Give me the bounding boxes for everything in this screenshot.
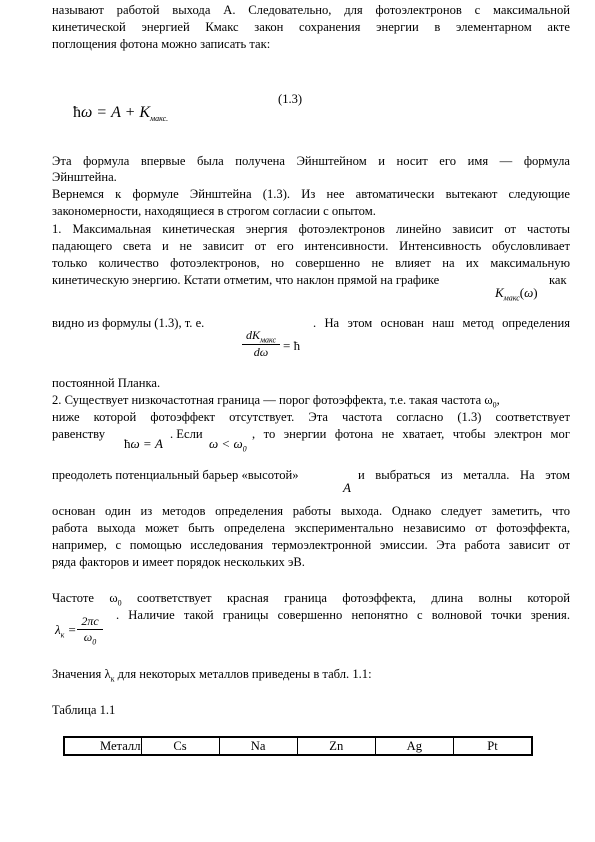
table-cell: Zn [297, 737, 375, 755]
table-cell: Pt [453, 737, 532, 755]
text-line: как [549, 273, 567, 287]
table-row [64, 737, 532, 755]
text-line: 1. Максимальная кинетическая энергия фотоэлектронов линейно зависит от частоты [52, 222, 570, 236]
text-line: Эта формула впервые была получена Эйнштейном и носит его имя — формула [52, 154, 570, 168]
text-line: , то энергии фотона не хватает, чтобы электрон мог [252, 427, 570, 441]
text-line: например, с помощью исследования термоэлектронной эмиссии. Эта работа зависит от [52, 538, 570, 552]
text-line: . На этом основан наш метод определения [313, 316, 570, 330]
einstein-formula: ħω = $A + K_{макс.}$ [73, 104, 169, 124]
text-line: кинетическую энергию. Кстати отметим, что наклон прямой на графике [52, 273, 440, 287]
table-cell: Na [219, 737, 297, 755]
text-line: падающего света и не зависит от его интенсивности. Интенсивность обусловливает [52, 239, 570, 253]
work-function-symbol: A [343, 480, 351, 495]
text-line: только количество фотоэлектронов, но совершенно не влияет на их максимальную [52, 256, 570, 270]
kmax-of-omega-formula: $K_{макс}(\omega)$ [495, 285, 538, 303]
text-line: закономерности, находящиеся в строгом согласии с опытом. [52, 204, 376, 218]
text-line: и выбраться из металла. На этом [358, 468, 570, 482]
text-line: 2. Существует низкочастотная граница — порог фотоэффекта, т.е. такая частота $\omega_0$, [52, 393, 500, 410]
table-cell: Cs [141, 737, 219, 755]
text-line: поглощения фотона можно записать так: [52, 37, 271, 51]
text-line: видно из формулы (1.3), т. е. [52, 316, 205, 330]
table-cell: Ag [375, 737, 453, 755]
text-line: преодолеть потенциальный барьер «высотой» [52, 468, 299, 482]
text-line: Эйнштейна. [52, 170, 117, 184]
text-line: работа выхода может быть определена экспериментально независимо от фотоэффекта, [52, 521, 570, 535]
table-caption: Таблица 1.1 [52, 703, 116, 717]
text-line: . Наличие такой границы совершенно непонятно с волновой точки зрения. [116, 608, 570, 622]
text-line: Частоте $\omega_0$ соответствует красная граница фотоэффекта, длина волны которой [52, 591, 570, 608]
text-line: Вернемся к формуле Эйнштейна (1.3). Из нее автоматически вытекают следующие [52, 187, 570, 201]
text-line: равенству [52, 427, 105, 441]
lambda-k-formula: $\frac{2\pi c}{\omega_0}$ [77, 614, 103, 646]
lambda-k-label: $\lambda_к$ = [55, 622, 77, 640]
text-line: . Если [170, 427, 203, 441]
table-cell: Металл [64, 737, 141, 755]
text-line: Значения $\lambda_к$ для некоторых металлов приведены в табл. 1.1: [52, 667, 372, 684]
text-line: называют работой выхода А. Следовательно, для фотоэлектронов с максимальной [52, 3, 570, 17]
text-line: основан один из методов определения работы выхода. Однако следует заметить, что [52, 504, 570, 518]
metals-table [63, 736, 533, 756]
omega-less-formula: $\omega < \omega_0$ [209, 436, 247, 454]
text-line: ряда факторов и имеет порядок нескольких эВ. [52, 555, 305, 569]
text-line: ниже которой фотоэффект отсутствует. Эта частота согласно (1.3) соответствует [52, 410, 570, 424]
threshold-formula: ħω = A [124, 436, 163, 451]
derivative-formula: $dK_{макс}$ dω [242, 328, 280, 360]
text-line: кинетической энергией Кмакс закон сохранения энергии в элементарном акте [52, 20, 570, 34]
equation-number: (1.3) [278, 92, 303, 106]
text-line: постоянной Планка. [52, 376, 161, 390]
equals-hbar: = ħ [283, 338, 301, 353]
